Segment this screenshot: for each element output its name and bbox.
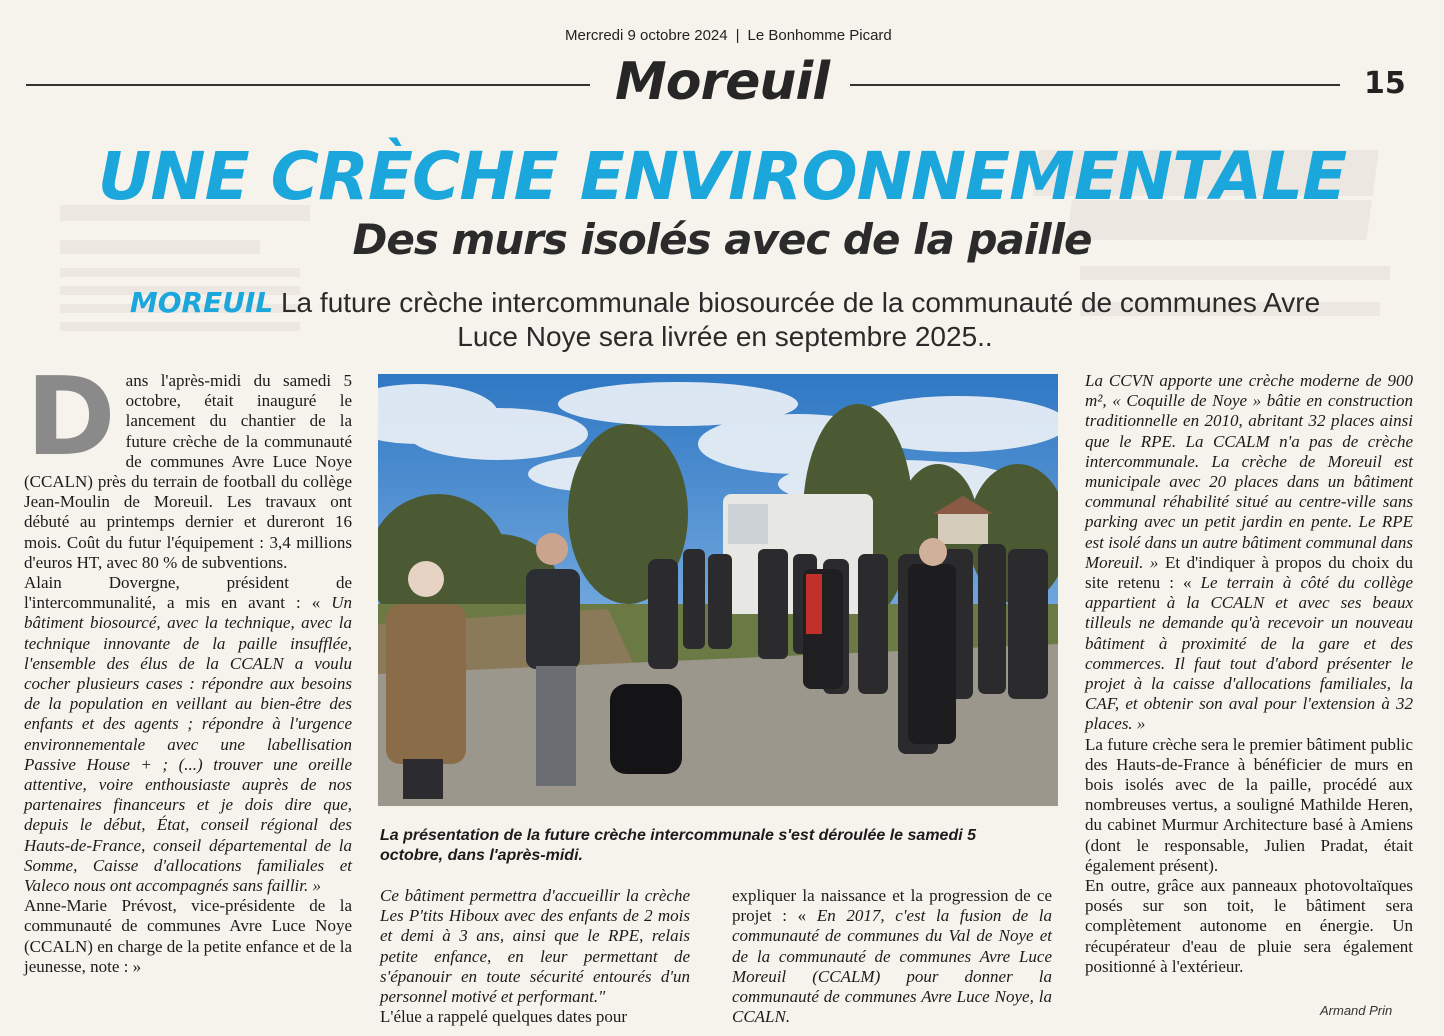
drop-cap: D — [26, 355, 116, 480]
publication-name: Le Bonhomme Picard — [747, 27, 892, 44]
issue-date: Mercredi 9 octobre 2024 — [565, 27, 728, 44]
col4-quote-1: La CCVN apporte une crèche moderne de 900 m², « Coquille de Noye » bâtie en construction traditionnelle en 2010, abritant 32 places ainsi que le RPE. La CCALM n'a pas de crèche intercommunale. La crèche de Moreuil est municipale avec 20 places dans un bâtiment communal réhabilité situé au centre-ville sans parking avec un petit jardin en pente. Le RPE est isolé dans un autre bâtiment communal dans Moreuil. » — [1085, 371, 1413, 572]
col2-text: L'élue a rappelé quelques dates pour — [380, 1007, 628, 1027]
article-column-1 — [24, 355, 352, 977]
lead-paragraph — [100, 286, 1350, 354]
col1-paragraph-3: Anne-Marie Prévost, vice-présidente de la communauté de communes Avre Luce Noye (CCALN) en charge de la petite enfance et de la jeunesse, note : » — [24, 896, 352, 976]
col2-quote: Ce bâtiment permettra d'accueillir la crèche Les P'tits Hiboux avec des enfants de 2 mois et demi à 3 ans, ainsi que le RPE, relais petite enfance, en leur permettant de s'épanouir en toute sécurité entourés d'un personnel motivé et performant." — [380, 886, 690, 1007]
col1-quote: Un bâtiment biosourcé, avec la technique, avec la technique innovante de la paille insufflée, l'ensemble des élus de la CCALN a voulu cocher plusieurs cases : répondre aux besoins de la population en veillant au bien-être des enfants et des agents ; répondre à l'urgence environnementale avec une labellisation Passive House + ; (...) trouver une oreille attentive, voire enthousiaste auprès de nos partenaires financeurs et je dois dire que, depuis le début, État, conseil régional des Hauts-de-France, conseil départemental de la Somme, Caisse d'allocations familiales et Valeco nous ont accompagnés sans faillir. » — [24, 593, 352, 896]
subheadline: Des murs isolés avec de la paille — [352, 215, 1092, 264]
section-title: Moreuil — [614, 52, 830, 112]
col3-paragraph — [732, 886, 1052, 1027]
col4-paragraph-1 — [1085, 371, 1413, 735]
article-column-3 — [732, 886, 1052, 1027]
photo-caption: La présentation de la future crèche intercommunale s'est déroulée le samedi 5 octobre, dans l'après-midi. — [380, 827, 977, 864]
col4-paragraph-2: La future crèche sera le premier bâtiment public des Hauts-de-France à bénéficier de murs en bois isolés avec de la paille, procédé aux nombreuses vertus, a souligné Mathilde Heren, du cabinet Murmur Architecture basé à Amiens (dont le responsable, Julien Pradat, était également présent). — [1085, 734, 1413, 875]
col4-mid: Et d'indiquer à propos du choix du site retenu : « — [1085, 552, 1414, 593]
headline: UNE CRÈCHE ENVIRONNEMENTALE — [97, 138, 1347, 215]
dateline-separator: | — [735, 27, 740, 44]
col4-paragraph-3: En outre, grâce aux panneaux photovoltaïques posés sur son toit, le bâtiment sera complètement autonome en énergie. Un récupérateur d'eau de pluie sera également positionné à l'extérieur. — [1085, 876, 1413, 976]
col1-paragraph-2 — [24, 573, 352, 896]
col3-quote: En 2017, c'est la fusion de la communauté de communes du Val de Noye et de la communauté de communes Avre Luce Moreuil (CCALM) pour donner la communauté de communes Avre Luce Noye, la CCALN. — [732, 906, 1052, 1027]
article-column-4 — [1085, 371, 1413, 977]
article-column-2 — [380, 886, 690, 1027]
col1-quote-intro: Alain Dovergne, président de l'intercommunalité, a mis en avant : « — [24, 573, 352, 613]
col3-intro: expliquer la naissance et la progression de ce projet : « — [732, 886, 1052, 926]
lead-text: La future crèche intercommunale biosourcée de la communauté de communes Avre Luce Noye sera livrée en septembre 2025.. — [280, 287, 1321, 352]
page-number: 15 — [1364, 66, 1406, 101]
event-photo — [378, 374, 1058, 806]
lead-keyword: MOREUIL — [129, 286, 274, 319]
col4-quote-2: Le terrain à côté du collège appartient à la CCALN et avec ses beaux tilleuls ne demande qu'à recevoir un nouveau bâtiment à proximité de la gare et des commerces. Il faut tout d'abord présenter le projet à la caisse d'allocations familiales, la CAF, et obtenir son aval pour l'extension à 32 places. » — [1085, 573, 1413, 734]
dateline — [565, 27, 892, 44]
col1-paragraph-1: ans l'après-midi du samedi 5 octobre, était inauguré le lancement du chantier de la future crèche de la communauté de communes Avre Luce Noye (CCALN) près du terrain de football du collège Jean-Moulin de Moreuil. Les travaux ont débuté au printemps dernier et dureront 16 mois. Coût du futur l'équipement : 3,4 millions d'euros HT, avec 80 % de subventions. — [24, 371, 352, 572]
author-signature: Armand Prin — [1320, 1003, 1393, 1018]
